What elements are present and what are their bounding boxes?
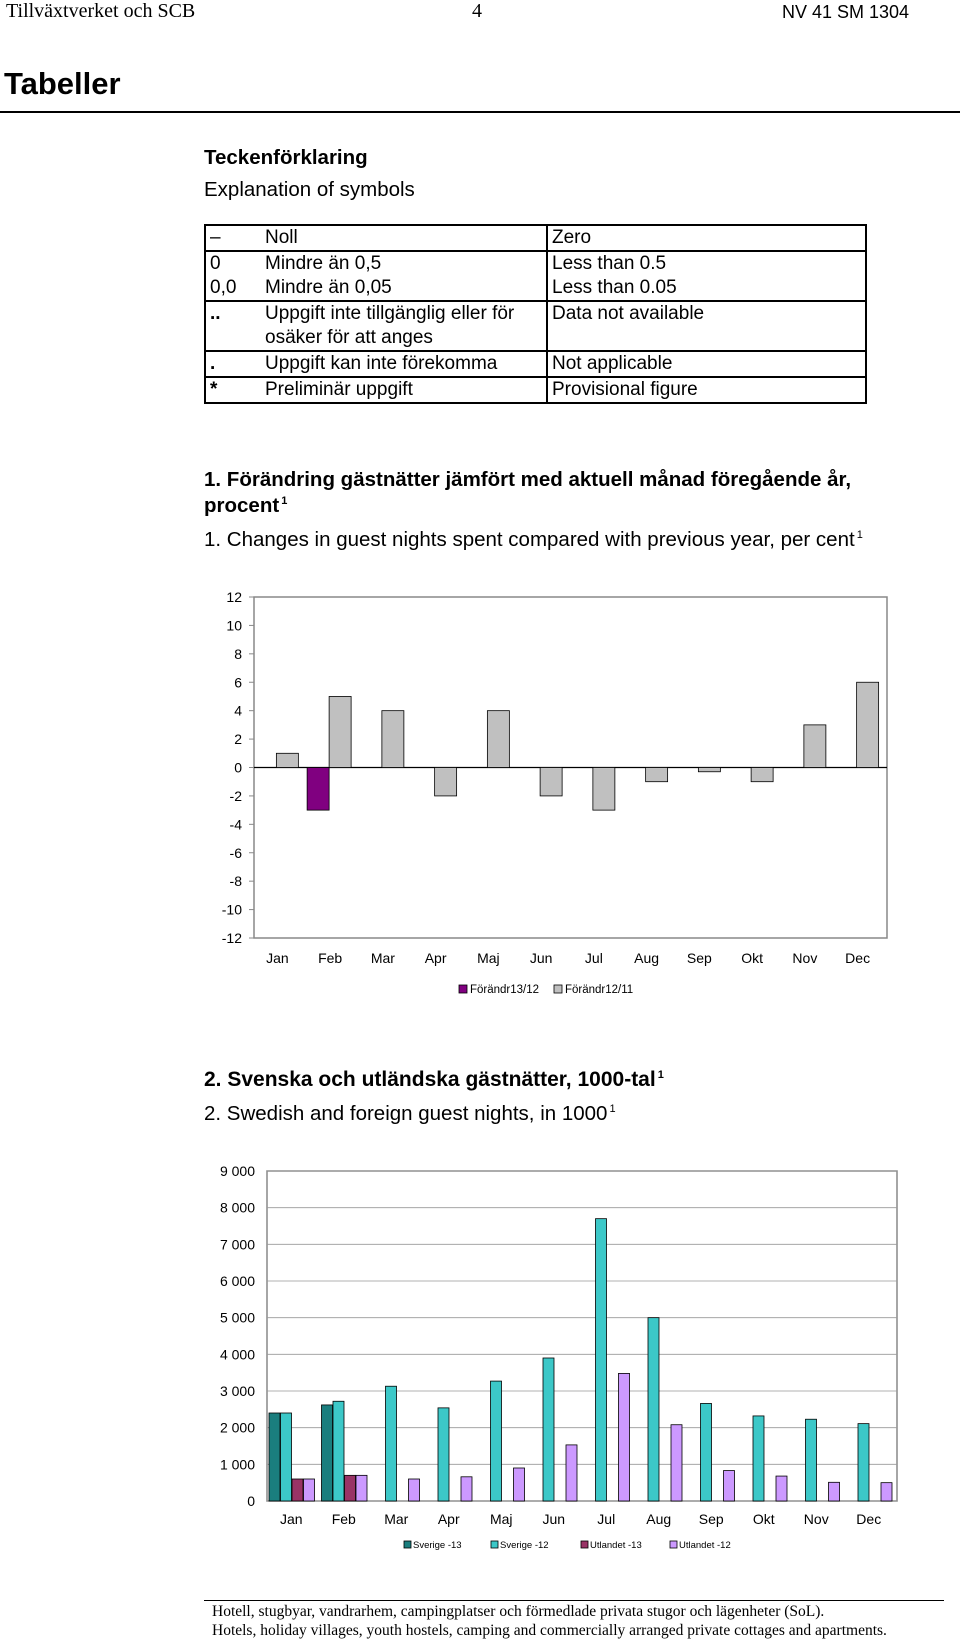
y-tick-label: 7 000 — [219, 1236, 255, 1253]
bar — [382, 711, 404, 768]
chart2-title-sv: 2. Svenska och utländska gästnätter, 1000-tal $^1$ — [204, 1068, 664, 1091]
y-tick-label: -12 — [221, 930, 242, 946]
y-tick-label: -10 — [221, 901, 242, 918]
bar — [269, 1413, 280, 1501]
bar — [543, 1358, 554, 1501]
legend-swatch — [581, 1541, 588, 1548]
bar — [596, 1219, 607, 1501]
bar — [304, 1479, 315, 1501]
x-tick-label: Okt — [752, 1511, 775, 1527]
page-number: 4 — [472, 0, 482, 22]
symbol-sv-cell: Uppgift kan inte förekomma — [261, 351, 547, 377]
title-rule — [0, 111, 960, 113]
legend-label: Utlandet -13 — [590, 1540, 642, 1551]
symbol-cell: 0 0,0 — [205, 251, 261, 301]
bar — [857, 682, 879, 767]
bar — [329, 696, 351, 767]
symbol-en-cell: Data not available — [547, 301, 866, 351]
y-tick-label: 6 000 — [219, 1273, 255, 1289]
bar — [438, 1408, 449, 1501]
legend-label: Sverige -13 — [413, 1540, 462, 1551]
legend-swatch — [459, 985, 467, 993]
bar — [322, 1405, 333, 1501]
bar — [566, 1445, 577, 1501]
symbol-sv-cell: Uppgift inte tillgänglig eller för osäker för att anges — [261, 301, 547, 351]
bar — [540, 768, 562, 796]
legend-label: Utlandet -12 — [679, 1540, 731, 1551]
y-tick-label: 12 — [226, 589, 242, 605]
x-tick-label: Nov — [792, 950, 818, 966]
legend-swatch — [404, 1541, 411, 1548]
bar — [751, 768, 773, 782]
x-tick-label: Jan — [279, 1511, 303, 1527]
bar — [345, 1475, 356, 1501]
y-tick-label: 2 000 — [219, 1419, 255, 1436]
y-tick-label: 2 — [234, 731, 242, 748]
y-tick-label: 5 000 — [219, 1309, 255, 1326]
y-tick-label: 1 000 — [219, 1456, 255, 1473]
x-tick-label: Feb — [331, 1511, 356, 1527]
symbol-en-cell: Not applicable — [547, 351, 866, 377]
bar — [619, 1373, 630, 1501]
bar — [753, 1416, 764, 1501]
legend-swatch — [554, 985, 562, 993]
x-tick-label: Jun — [529, 950, 553, 966]
symbol-en-cell: Zero — [547, 225, 866, 251]
x-tick-label: Mar — [370, 950, 395, 966]
bar — [487, 711, 509, 768]
symbols-row — [205, 377, 866, 403]
bar — [593, 768, 615, 811]
bar — [281, 1413, 292, 1501]
footnote-line1: Hotell, stugbyar, vandrarhem, campingplatser och förmedlade privata stugor och lägenheter (SoL). — [212, 1603, 825, 1620]
header-left: Tillväxtverket och SCB — [6, 0, 196, 22]
bar — [829, 1482, 840, 1501]
page-title: Tabeller — [4, 66, 121, 101]
x-tick-label: Okt — [741, 950, 764, 966]
y-tick-label: -4 — [229, 816, 242, 833]
legend-label: Förändr13/12 — [470, 984, 540, 996]
x-tick-label: Sep — [698, 1511, 724, 1527]
bar — [409, 1479, 420, 1501]
x-tick-label: Jun — [542, 1511, 566, 1527]
symbol-cell: – — [210, 227, 221, 248]
y-tick-label: 6 — [234, 674, 242, 691]
chart1-title-en: 1. Changes in guest nights spent compared with previous year, per cent $^1$ — [204, 528, 863, 551]
bar — [491, 1381, 502, 1501]
y-tick-label: 10 — [226, 617, 242, 634]
header-right: NV 41 SM 1304 — [782, 2, 910, 22]
bar — [386, 1386, 397, 1501]
bar — [701, 1403, 712, 1501]
symbol-en-cell: Provisional figure — [547, 377, 866, 403]
x-tick-label: Mar — [384, 1511, 409, 1527]
symbols-row — [205, 351, 866, 377]
bar — [307, 768, 329, 811]
footnote-rule — [204, 1600, 944, 1601]
x-tick-label: Nov — [803, 1511, 829, 1527]
bar — [804, 725, 826, 768]
bar — [461, 1477, 472, 1501]
bar — [514, 1468, 525, 1501]
y-tick-label: 4 — [234, 702, 242, 719]
x-tick-label: Aug — [634, 950, 660, 966]
y-tick-label: 8 000 — [219, 1199, 255, 1216]
x-tick-label: Apr — [437, 1511, 460, 1527]
chart1-title-sv-line1: 1. Förändring gästnätter jämfört med aktuell månad föregående år, — [204, 468, 852, 491]
plot-area — [267, 1171, 897, 1501]
y-tick-label: 3 000 — [219, 1383, 255, 1399]
symbols-row — [205, 301, 866, 351]
chart2 — [0, 1155, 960, 1575]
y-tick-label: 8 — [234, 645, 242, 662]
symbol-sv-cell: Mindre än 0,5 Mindre än 0,05 — [261, 251, 547, 301]
y-tick-label: 9 000 — [219, 1163, 255, 1179]
chart1 — [0, 580, 960, 1020]
legend-swatch — [670, 1541, 677, 1548]
chart2-title-en: 2. Swedish and foreign guest nights, in 1000 $^1$ — [204, 1102, 616, 1125]
symbols-row — [205, 225, 866, 251]
x-tick-label: Feb — [318, 950, 343, 966]
legend-label: Förändr12/11 — [565, 984, 634, 996]
chart1-title-sv-line2: procent $^1$ — [204, 494, 288, 517]
footnote-line2: Hotels, holiday villages, youth hostels, camping and commercially arranged private cottages and apartments. — [212, 1622, 887, 1639]
symbol-sv-cell: Preliminär uppgift — [261, 377, 547, 403]
x-tick-label: Dec — [856, 1511, 882, 1527]
symbol-en-cell: Less than 0.5 Less than 0.05 — [547, 251, 866, 301]
symbols-table — [204, 224, 867, 404]
x-tick-label: Maj — [489, 1511, 513, 1527]
legend-label: Sverige -12 — [500, 1540, 549, 1551]
y-tick-label: 4 000 — [219, 1346, 255, 1363]
y-tick-label: -6 — [229, 844, 242, 861]
symbols-row — [205, 251, 866, 301]
x-tick-label: Sep — [686, 950, 712, 966]
bar — [333, 1401, 344, 1501]
x-tick-label: Apr — [424, 950, 447, 966]
bar — [806, 1419, 817, 1501]
bar — [292, 1479, 303, 1501]
symbols-title-en: Explanation of symbols — [204, 178, 415, 201]
symbol-cell: . — [205, 351, 261, 377]
x-tick-label: Aug — [646, 1511, 672, 1527]
bar — [776, 1476, 787, 1501]
x-tick-label: Jul — [584, 950, 603, 966]
bar — [724, 1471, 735, 1501]
symbol-sv-cell: Noll — [265, 227, 298, 248]
symbols-title-sv: Teckenförklaring — [204, 146, 368, 169]
y-tick-label: -2 — [229, 787, 242, 804]
symbol-cell: * — [205, 377, 261, 403]
bar — [648, 1318, 659, 1501]
x-tick-label: Maj — [477, 950, 500, 966]
bar — [671, 1425, 682, 1501]
symbol-cell: .. — [205, 301, 261, 351]
bar — [698, 768, 720, 772]
x-tick-label: Jan — [266, 950, 289, 966]
bar — [276, 753, 298, 767]
x-tick-label: Jul — [597, 1511, 616, 1527]
bar — [646, 768, 668, 782]
bar — [858, 1424, 869, 1501]
bar — [881, 1483, 892, 1501]
y-tick-label: -8 — [229, 873, 242, 890]
bar — [435, 768, 457, 796]
y-tick-label: 0 — [247, 1493, 255, 1509]
bar — [356, 1475, 367, 1501]
legend-swatch — [491, 1541, 498, 1548]
y-tick-label: 0 — [234, 759, 242, 776]
x-tick-label: Dec — [845, 950, 871, 966]
